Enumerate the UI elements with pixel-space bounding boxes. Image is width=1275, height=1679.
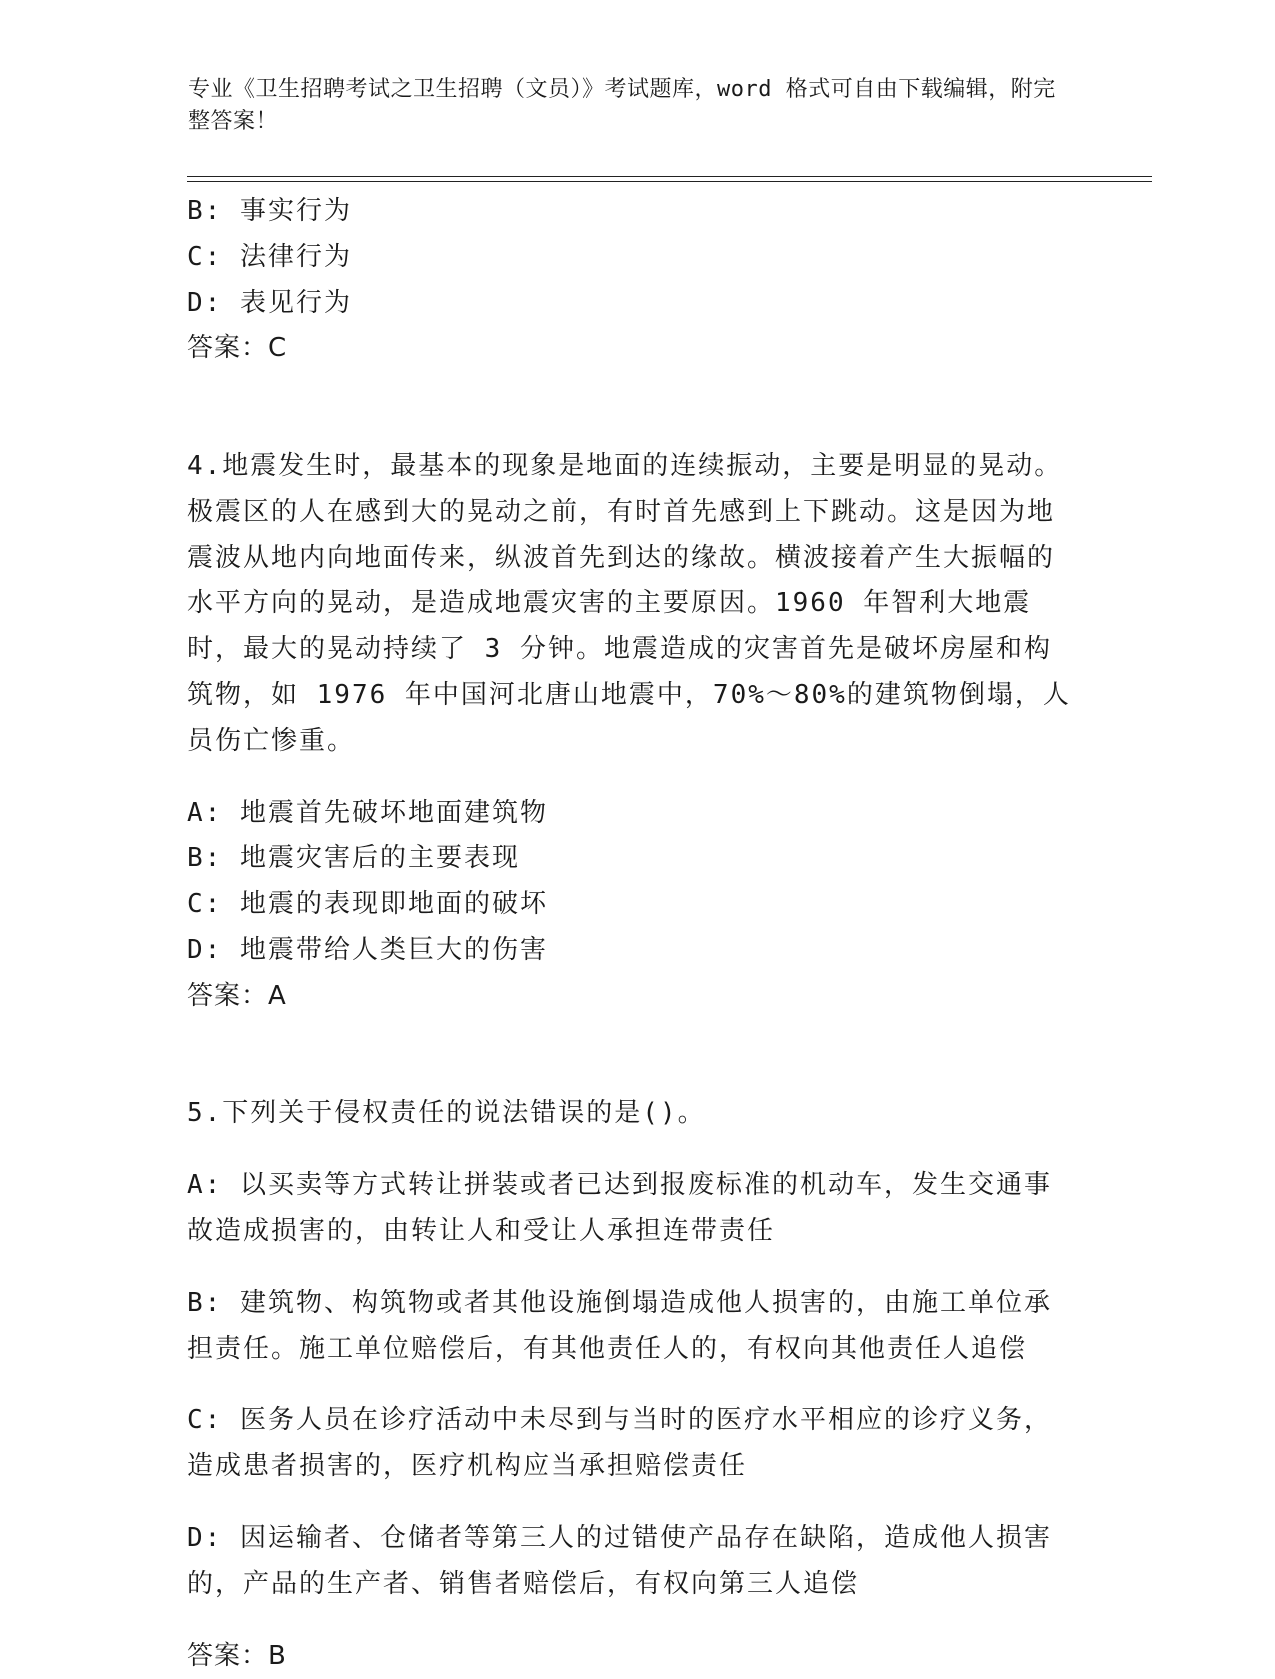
question-3-tail xyxy=(187,189,1077,372)
option-c: C: 法律行为 xyxy=(187,241,352,272)
answer: 答案：A xyxy=(187,980,287,1011)
spacer xyxy=(187,372,1077,418)
option-b: B: 建筑物、构筑物或者其他设施倒塌造成他人损害的，由施工单位承担责任。施工单位赔偿后，有其他责任人的，有权向其他责任人追偿 xyxy=(187,1287,1052,1364)
option-d: D: 因运输者、仓储者等第三人的过错使产品存在缺陷，造成他人损害的，产品的生产者、销售者赔偿后，有权向第三人追偿 xyxy=(187,1522,1052,1599)
document-body xyxy=(187,189,1077,1679)
answer: 答案：B xyxy=(187,1640,287,1671)
option-d: D: 地震带给人类巨大的伤害 xyxy=(187,934,548,965)
spacer xyxy=(187,1020,1077,1066)
option-c: C: 医务人员在诊疗活动中未尽到与当时的医疗水平相应的诊疗义务，造成患者损害的，医疗机构应当承担赔偿责任 xyxy=(187,1405,1052,1482)
header-rule-bottom xyxy=(187,181,1152,182)
option-b: B: 地震灾害后的主要表现 xyxy=(187,843,520,874)
document-header: 专业《卫生招聘考试之卫生招聘（文员）》考试题库，word 格式可自由下载编辑，附完整答案！ xyxy=(188,77,1056,134)
answer: 答案：C xyxy=(187,333,288,364)
question-stem: 4.地震发生时，最基本的现象是地面的连续振动，主要是明显的晃动。极震区的人在感到大的晃动之前，有时首先感到上下跳动。这是因为地震波从地内向地面传来，纵波首先到达的缘故。横波接着产生大振幅的水平方向的晃动，是造成地震灾害的主要原因。1960 年智利大地震时，最大的晃动持续了 3 分钟。地震造成的灾害首先是破坏房屋和构筑物，如 1976 年中国河北唐山地震中，70%～80%的建筑物倒塌，人员伤亡惨重。 xyxy=(187,450,1071,756)
question-stem: 5.下列关于侵权责任的说法错误的是()。 xyxy=(187,1098,706,1129)
option-d: D: 表见行为 xyxy=(187,287,352,318)
option-c: C: 地震的表现即地面的破坏 xyxy=(187,889,548,920)
question-5 xyxy=(187,1091,1077,1679)
header-rule-top xyxy=(187,176,1152,177)
option-a: A: 地震首先破坏地面建筑物 xyxy=(187,797,548,828)
option-b: B: 事实行为 xyxy=(187,196,352,226)
question-4 xyxy=(187,444,1077,1020)
option-a: A: 以买卖等方式转让拼装或者已达到报废标准的机动车，发生交通事故造成损害的，由转让人和受让人承担连带责任 xyxy=(187,1170,1052,1246)
